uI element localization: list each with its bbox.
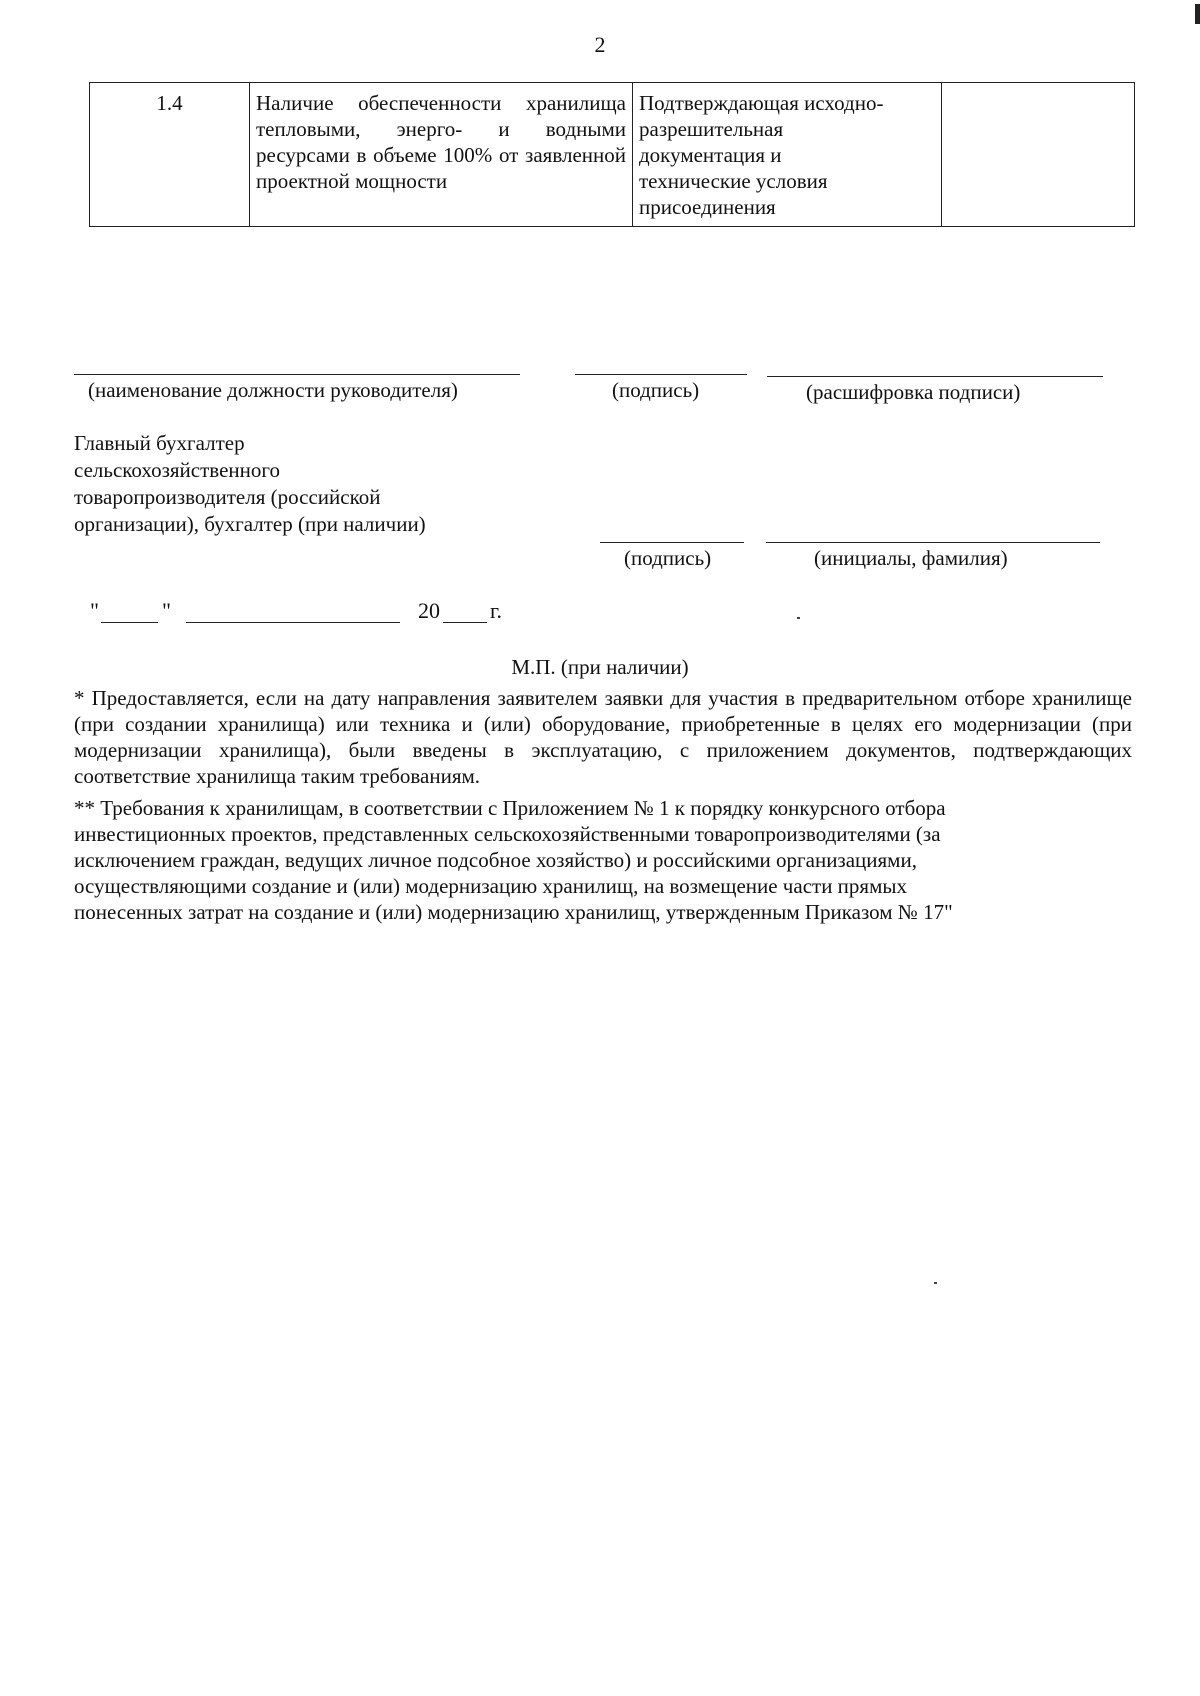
accountant-name-line — [766, 542, 1100, 543]
doc-line: технические условия — [639, 169, 828, 193]
head-position-line — [74, 374, 520, 375]
head-decoding-line — [767, 376, 1103, 377]
doc-line: документация и — [639, 143, 782, 167]
footnote-single-asterisk: * Предоставляется, если на дату направления заявителем заявки для участия в предварительном отборе хранилище (при создании хранилища) или техника и (или) оборудование, приобретенные в целях его модернизации (при модернизации хранилища), были введены в эксплуатацию, с приложением документов, подтверждающих соответствие хранилища таким требованиям. — [74, 686, 1132, 788]
scan-edge-mark — [1195, 4, 1200, 24]
row-number: 1.4 — [90, 83, 250, 227]
date-month-line — [186, 622, 400, 623]
doc-line: Подтверждающая исходно- — [639, 91, 884, 115]
head-signature-line — [575, 374, 747, 375]
head-decoding-caption: (расшифровка подписи) — [806, 380, 1021, 404]
scan-speck — [797, 617, 800, 619]
accountant-line: сельскохозяйственного — [74, 458, 280, 482]
footnote-line: исключением граждан, ведущих личное подсобное хозяйство) и российскими организациями, — [74, 848, 917, 872]
footnote-line: инвестиционных проектов, представленных сельскохозяйственными товаропроизводителями (за — [74, 822, 941, 846]
accountant-label — [74, 430, 426, 538]
accountant-line: товаропроизводителя (российской — [74, 485, 381, 509]
doc-line: разрешительная — [639, 117, 784, 141]
footnote-line: осуществляющими создание и (или) модернизацию хранилищ, на возмещение части прямых — [74, 874, 907, 898]
date-year-line — [443, 622, 487, 623]
footnote-double-asterisk — [74, 795, 1132, 925]
footnote-line: ** Требования к хранилищам, в соответствии с Приложением № 1 к порядку конкурсного отбора — [74, 796, 946, 820]
date-year-prefix: 20 — [418, 598, 440, 623]
page-number: 2 — [594, 32, 606, 57]
date-year-suffix: г. — [490, 598, 503, 623]
requirements-table — [89, 82, 1135, 227]
accountant-signature-line — [600, 542, 744, 543]
accountant-name-caption: (инициалы, фамилия) — [814, 546, 1008, 570]
stamp-place: М.П. (при наличии) — [511, 655, 689, 679]
head-signature-caption: (подпись) — [612, 378, 700, 402]
table-row — [90, 83, 1135, 227]
requirement-text: Наличие обеспеченности хранилища тепловыми, энерго- и водными ресурсами в объеме 100% от заявленной проектной мощности — [250, 83, 633, 227]
date-open-quote: " — [90, 598, 99, 623]
accountant-line: Главный бухгалтер — [74, 431, 245, 455]
head-position-caption: (наименование должности руководителя) — [88, 378, 458, 402]
doc-line: присоединения — [639, 195, 776, 219]
accountant-line: организации), бухгалтер (при наличии) — [74, 512, 426, 536]
scan-speck — [934, 1282, 937, 1284]
date-close-quote: " — [162, 598, 171, 623]
footnote-line: понесенных затрат на создание и (или) модернизацию хранилищ, утвержденным Приказом № 17" — [74, 900, 953, 924]
date-day-line — [101, 622, 158, 623]
confirmation-cell — [942, 83, 1135, 227]
supporting-documents — [633, 83, 942, 227]
accountant-signature-caption: (подпись) — [624, 546, 712, 570]
